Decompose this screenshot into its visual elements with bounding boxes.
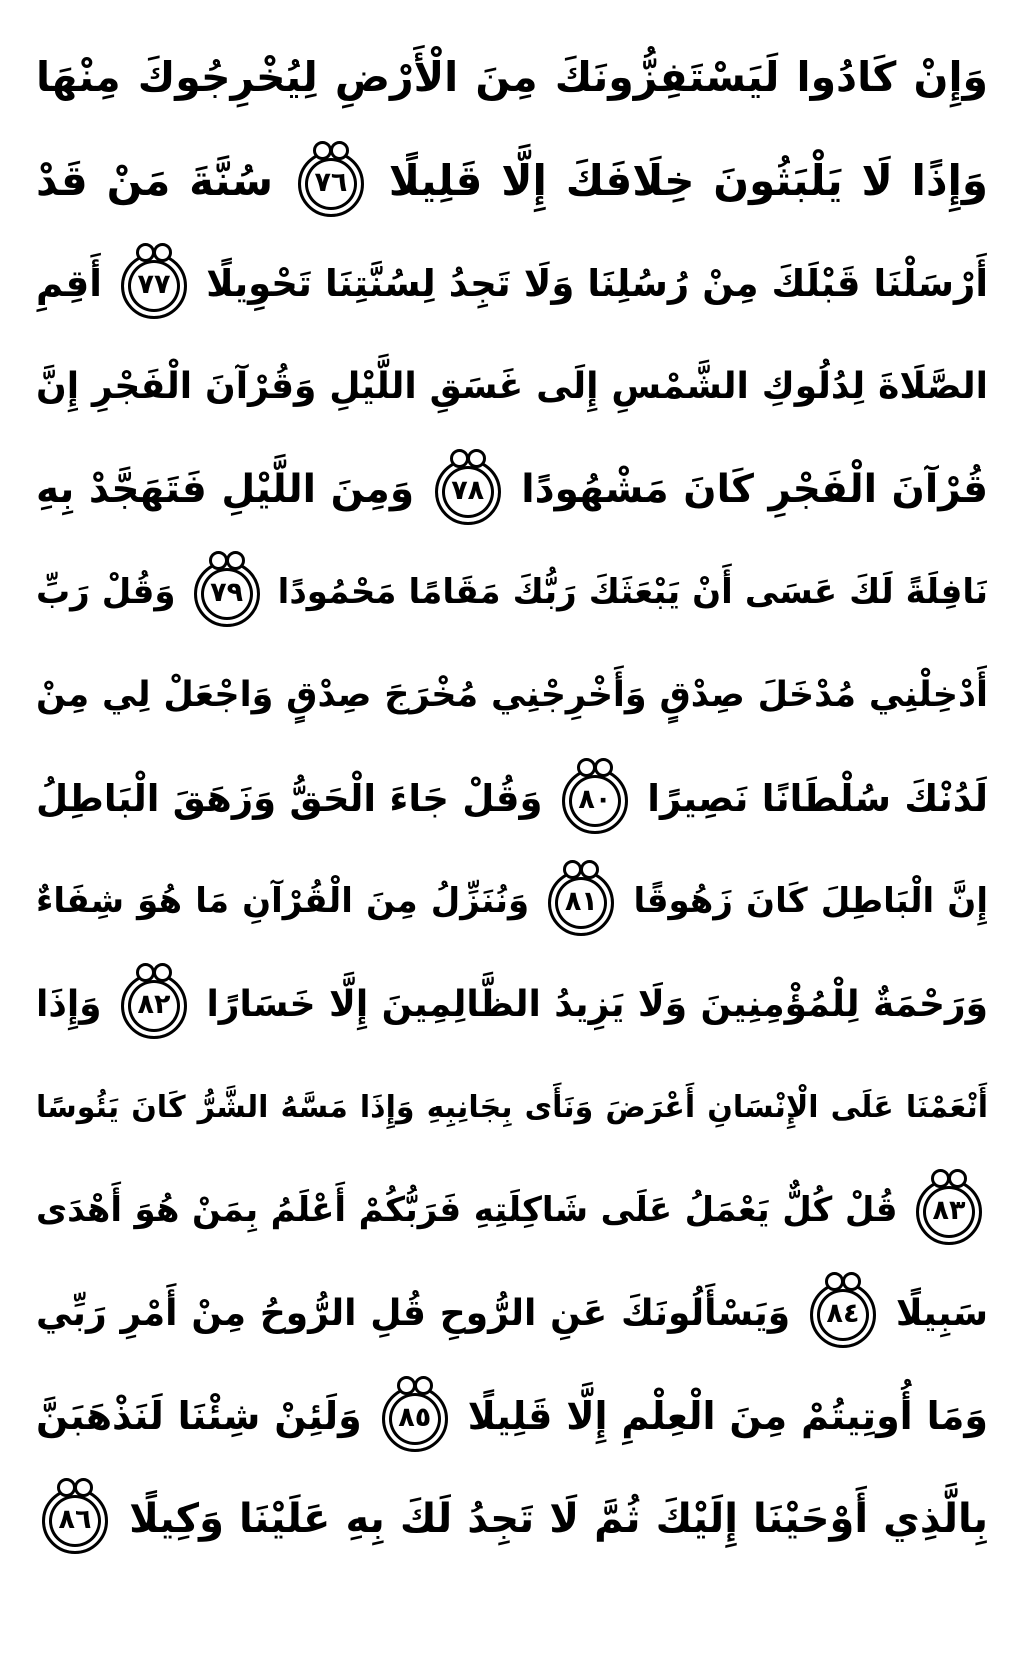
mushaf-line-9 [36,850,988,953]
ayah-text: وَيَسْأَلُونَكَ عَنِ الرُّوحِ قُلِ الرُّوحُ مِنْ أَمْرِ رَبِّي [36,1293,791,1334]
ayah-text: وَقُلْ جَاءَ الْحَقُّ وَزَهَقَ الْبَاطِلُ [36,777,543,820]
mushaf-line-3 [36,232,988,335]
mushaf-line-7 [36,644,988,747]
mushaf-line-15 [36,1468,988,1571]
verse-number-badge: ٧٧ [121,253,187,319]
ayah-text: سَبِيلًا [895,1293,988,1334]
verse-number-badge: ٨٢ [121,973,187,1039]
ayah-text: وَإِذَا [36,984,102,1025]
ayah-text: بِالَّذِي أَوْحَيْنَا إِلَيْكَ ثُمَّ لَا تَجِدُ لَكَ بِهِ عَلَيْنَا وَكِيلًا [129,1496,989,1542]
ayah-text: وَإِنْ كَادُوا لَيَسْتَفِزُّونَكَ مِنَ الْأَرْضِ لِيُخْرِجُوكَ مِنْهَا [36,53,988,101]
mushaf-line-13 [36,1262,988,1365]
ayah-text: سُنَّةَ مَنْ قَدْ [36,156,274,205]
verse-number-badge: ٨٦ [42,1488,108,1554]
ayah-text: وَمِنَ اللَّيْلِ فَتَهَجَّدْ بِهِ [36,467,415,512]
mushaf-line-2 [36,129,988,232]
mushaf-line-12 [36,1159,988,1262]
ayah-text: وَنُنَزِّلُ مِنَ الْقُرْآنِ مَا هُوَ شِفَاءٌ [36,881,530,921]
ayah-text: أَنْعَمْنَا عَلَى الْإِنْسَانِ أَعْرَضَ وَنَأَى بِجَانِبِهِ وَإِذَا مَسَّهُ الشَّرُّ كَانَ يَئُوسًا [36,1090,988,1125]
mushaf-line-10 [36,953,988,1056]
ayah-text: نَافِلَةً لَكَ عَسَى أَنْ يَبْعَثَكَ رَبُّكَ مَقَامًا مَحْمُودًا [277,572,988,612]
verse-number-badge: ٨١ [548,870,614,936]
ayah-text: قُلْ كُلٌّ يَعْمَلُ عَلَى شَاكِلَتِهِ فَرَبُّكُمْ أَعْلَمُ بِمَنْ هُوَ أَهْدَى [36,1190,898,1230]
ayah-text: قُرْآنَ الْفَجْرِ كَانَ مَشْهُودًا [521,467,989,512]
mushaf-line-5 [36,438,988,541]
ayah-text: لَدُنْكَ سُلْطَانًا نَصِيرًا [647,777,988,820]
mushaf-line-4 [36,335,988,438]
mushaf-line-1 [36,26,988,129]
mushaf-line-11 [36,1056,988,1159]
verse-number-badge: ٨٠ [562,768,628,834]
verse-number-badge: ٨٣ [916,1179,982,1245]
ayah-text: أَقِمِ [36,262,102,305]
ayah-text: أَدْخِلْنِي مُدْخَلَ صِدْقٍ وَأَخْرِجْنِي مُخْرَجَ صِدْقٍ وَاجْعَلْ لِي مِنْ [36,675,988,715]
ayah-text: وَمَا أُوتِيتُمْ مِنَ الْعِلْمِ إِلَّا قَلِيلًا [467,1394,989,1438]
ayah-text: وَإِذًا لَا يَلْبَثُونَ خِلَافَكَ إِلَّا قَلِيلًا [388,156,989,205]
ayah-text: أَرْسَلْنَا قَبْلَكَ مِنْ رُسُلِنَا وَلَا تَجِدُ لِسُنَّتِنَا تَحْوِيلًا [206,262,988,305]
mushaf-line-8 [36,747,988,850]
ayah-text: وَرَحْمَةٌ لِلْمُؤْمِنِينَ وَلَا يَزِيدُ الظَّالِمِينَ إِلَّا خَسَارًا [206,984,988,1025]
ayah-text: وَقُلْ رَبِّ [36,572,176,612]
verse-number-badge: ٧٩ [194,561,260,627]
verse-number-badge: ٧٦ [298,151,364,217]
verse-number-badge: ٨٤ [810,1282,876,1348]
mushaf-line-6 [36,541,988,644]
ayah-text: إِنَّ الْبَاطِلَ كَانَ زَهُوقًا [633,881,988,921]
ayah-text: وَلَئِنْ شِئْنَا لَنَذْهَبَنَّ [36,1394,362,1438]
verse-number-badge: ٨٥ [382,1386,448,1452]
ayah-text: الصَّلَاةَ لِدُلُوكِ الشَّمْسِ إِلَى غَسَقِ اللَّيْلِ وَقُرْآنَ الْفَجْرِ إِنَّ [36,366,988,407]
mushaf-line-14 [36,1365,988,1468]
verse-number-badge: ٧٨ [435,459,501,525]
